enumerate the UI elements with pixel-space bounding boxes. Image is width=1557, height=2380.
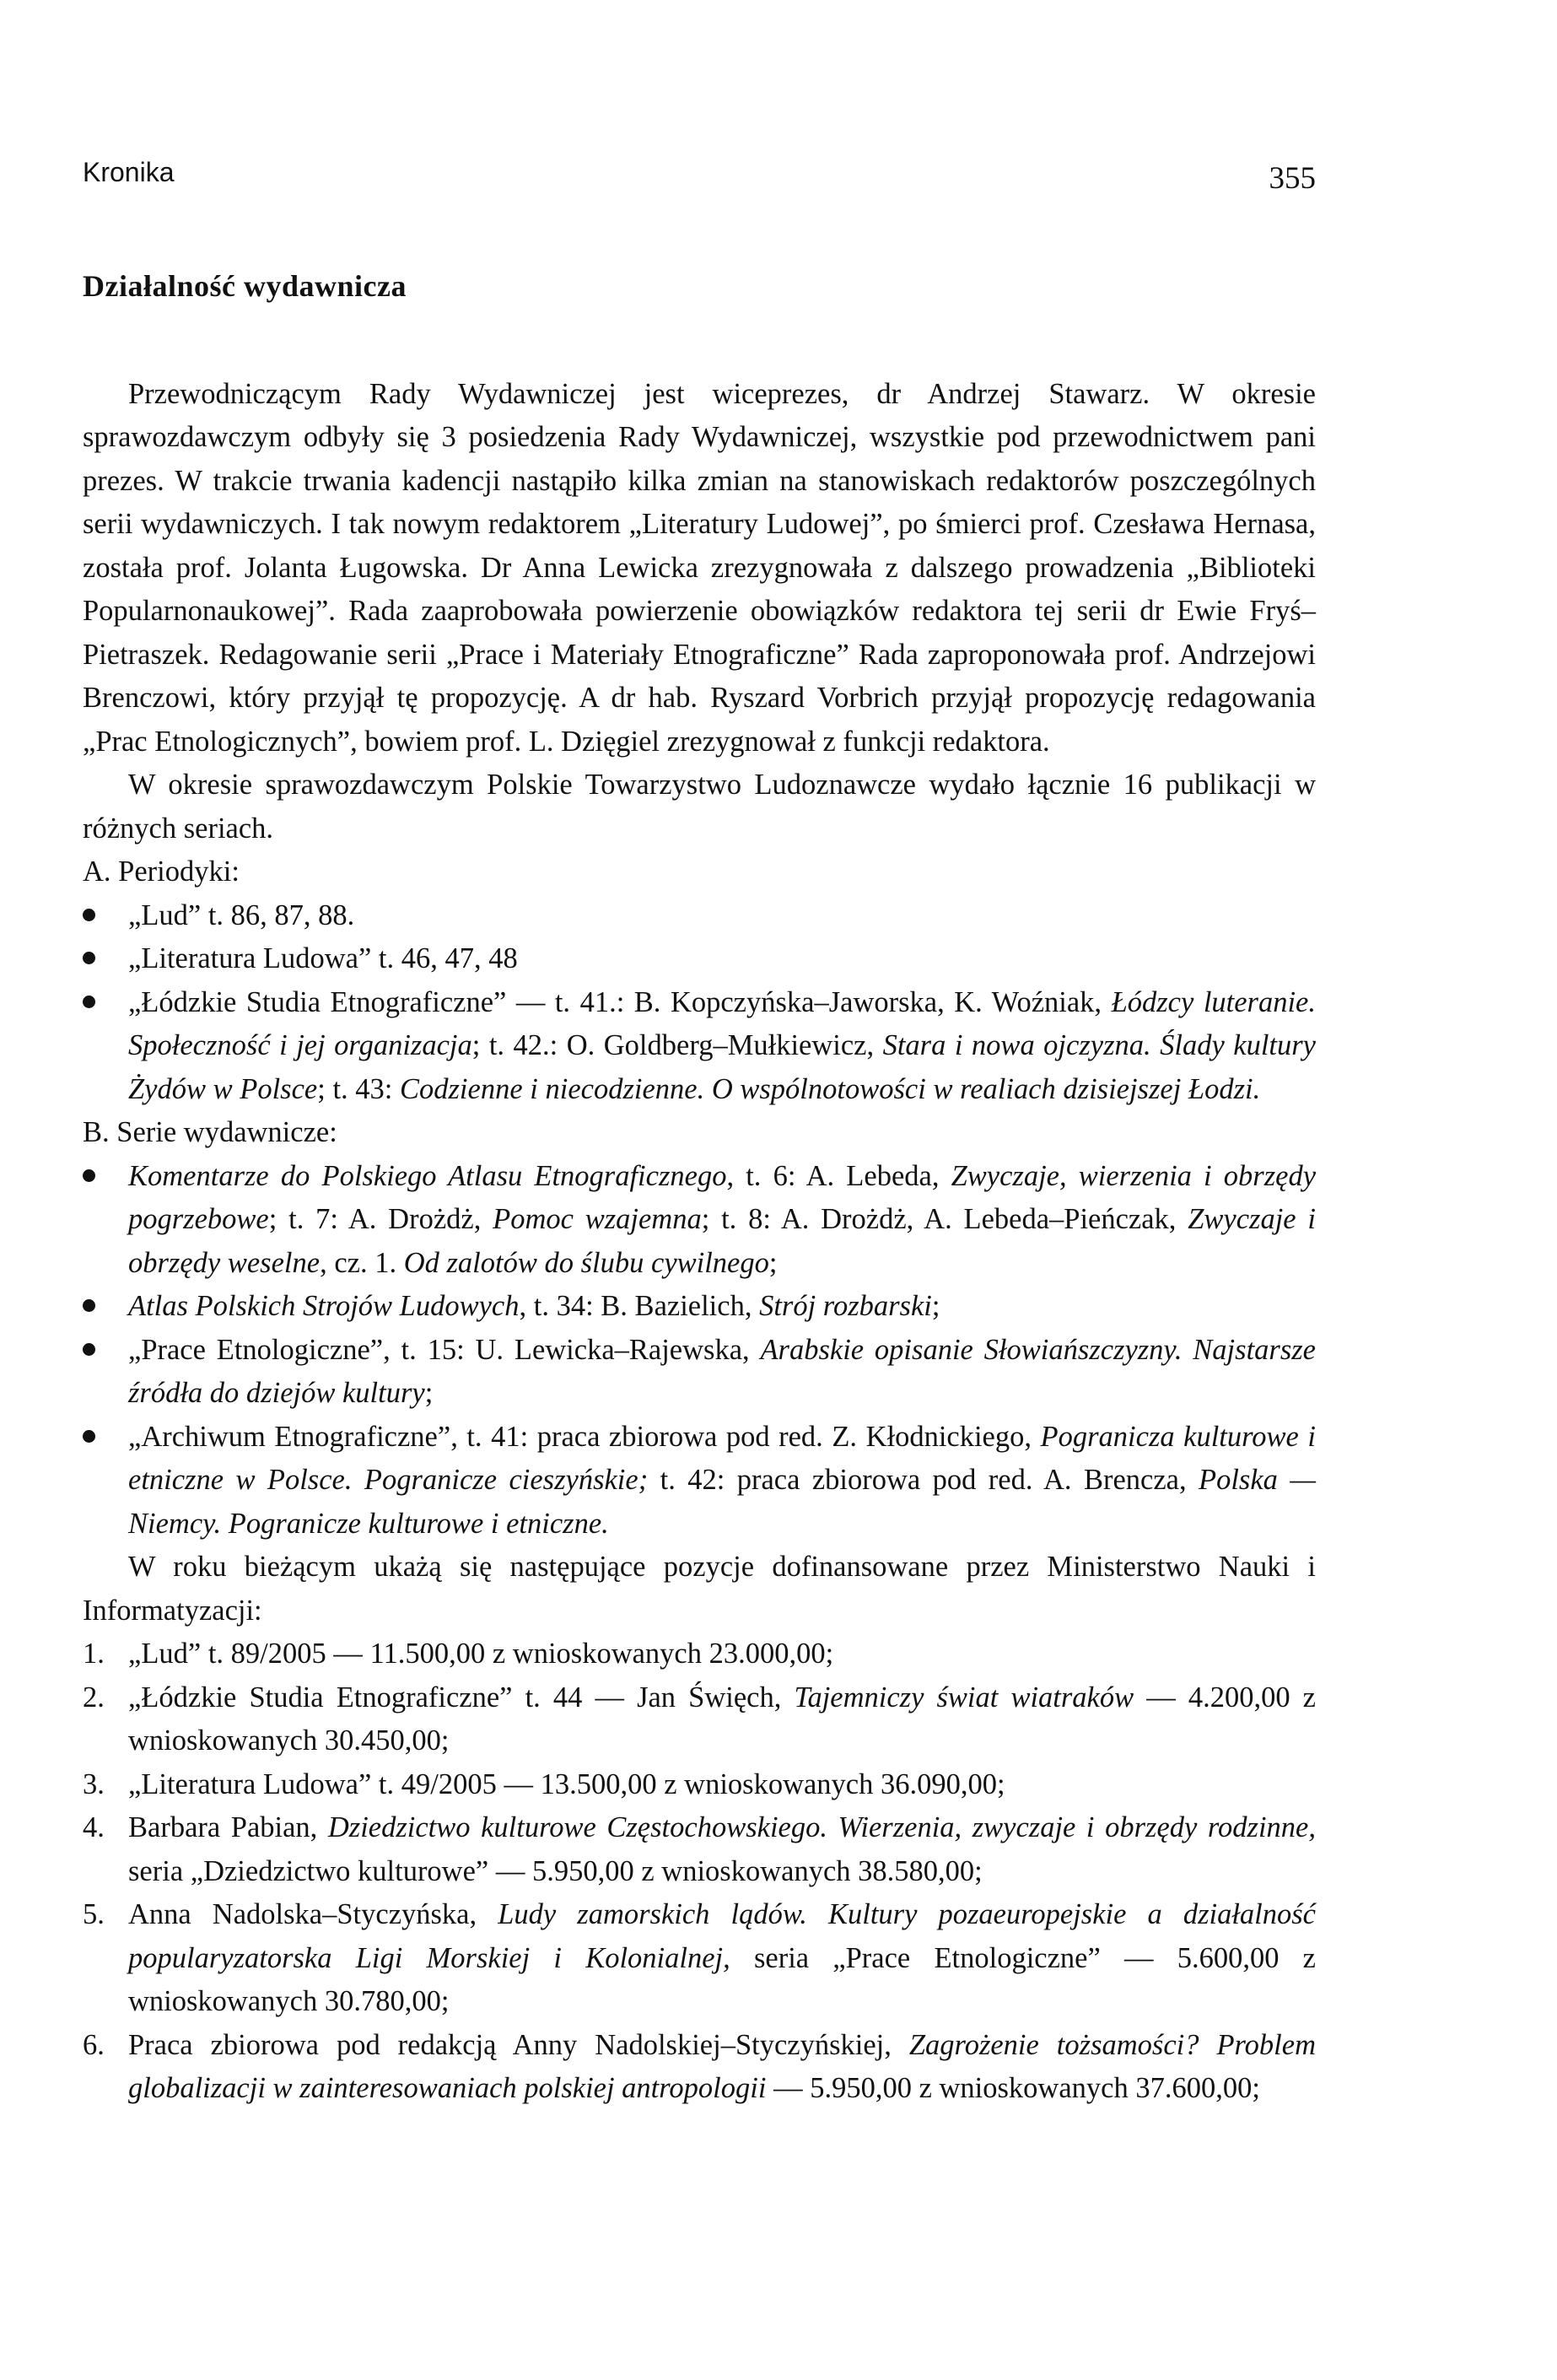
bullet-icon	[83, 1343, 95, 1356]
item-text: „Lud” t. 89/2005 — 11.500,00 z wnioskowanych 23.000,00;	[128, 1638, 834, 1670]
list-item	[83, 1285, 1316, 1329]
text-run: , t. 6: A. Lebeda,	[726, 1159, 951, 1192]
text-run: seria „Dziedzictwo kulturowe” — 5.950,00 z wnioskowanych 38.580,00;	[128, 1854, 983, 1887]
bullet-icon	[83, 952, 95, 964]
text-run: „Prace Etnologiczne”, t. 15: U. Lewicka–Rajewska,	[128, 1333, 761, 1366]
item-text: „Literatura Ludowa” t. 49/2005 — 13.500,00 z wnioskowanych 36.090,00;	[128, 1767, 1005, 1800]
title-italic: Tajemniczy świat wiatraków	[794, 1681, 1134, 1713]
list-item	[83, 894, 1316, 938]
title-italic: Pogranicza kulturowe i etniczne w Polsce. Pogranicze cieszyńskie;	[128, 1420, 1316, 1496]
bullet-icon	[83, 909, 95, 921]
item-text	[128, 1421, 1316, 1540]
item-text	[128, 2029, 1316, 2105]
page-number: 355	[1269, 161, 1316, 196]
list-item	[83, 1806, 1316, 1893]
item-text	[128, 1290, 940, 1322]
text-run: ; t. 43:	[317, 1072, 400, 1105]
running-head: Kronika	[83, 157, 175, 187]
text-run: Anna Nadolska–Styczyńska,	[128, 1898, 498, 1930]
text-run: „Łódzkie Studia Etnograficzne” t. 44 — Jan Święch,	[128, 1681, 795, 1713]
page-body	[83, 265, 1316, 2111]
list-item	[83, 1155, 1316, 1286]
item-text	[128, 1898, 1316, 2017]
item-number: 1.	[83, 1638, 105, 1670]
item-text: „Literatura Ludowa” t. 46, 47, 48	[128, 942, 518, 974]
paragraph: Przewodniczącym Rady Wydawniczej jest wiceprezes, dr Andrzej Stawarz. W okresie sprawozdawczym odbyły się 3 posiedzenia Rady Wydawniczej, wszystkie pod przewodnictwem pani prezes. W trakcie trwania kadencji nastąpiło kilka zmian na stanowiskach redaktorów poszczególnych serii wydawniczych. I tak nowym redaktorem „Literatury Ludowej”, po śmierci prof. Czesława Hernasa, została prof. Jolanta Ługowska. Dr Anna Lewicka zrezygnowała z dalszego prowadzenia „Biblioteki Popularnonaukowej”. Rada zaaprobowała powierzenie obowiązków redaktora tej serii dr Ewie Fryś–Pietraszek. Redagowanie serii „Prace i Materiały Etnograficzne” Rada zaproponowała prof. Andrzejowi Brenczowi, który przyjął tę propozycję. A dr hab. Ryszard Vorbrich przyjął propozycję redagowania „Prac Etnologicznych”, bowiem prof. L. Dzięgiel zrezygnował z funkcji redaktora.	[83, 377, 1316, 758]
item-number: 4.	[83, 1811, 105, 1843]
list-item	[83, 1893, 1316, 2024]
title-italic: Pomoc wzajemna	[493, 1203, 702, 1235]
periodicals-heading: A. Periodyki:	[83, 855, 240, 888]
item-number: 3.	[83, 1767, 105, 1800]
title-italic: Strój rozbarski	[759, 1290, 932, 1322]
list-item	[83, 937, 1316, 981]
title-italic: Codzienne i niecodzienne. O wspólnotowości w realiach dzisiejszej Łodzi.	[400, 1072, 1261, 1105]
title-italic: Dziedzictwo kulturowe Częstochowskiego. Wierzenia, zwyczaje i obrzędy rodzinne,	[327, 1811, 1316, 1843]
text-run: t. 42: praca zbiorowa pod red. A. Brencza,	[648, 1464, 1199, 1496]
item-number: 5.	[83, 1898, 105, 1930]
title-italic: Od zalotów do ślubu cywilnego	[403, 1246, 769, 1279]
bullet-icon	[83, 1430, 95, 1443]
text-run: Praca zbiorowa pod redakcją Anny Nadolskiej–Styczyńskiej,	[128, 2028, 909, 2061]
bullet-icon	[83, 996, 95, 1008]
title-italic: Zwyczaje, wierzenia i obrzędy pogrzebowe	[128, 1159, 1317, 1235]
paragraph: W okresie sprawozdawczym Polskie Towarzystwo Ludoznawcze wydało łącznie 16 publikacji w różnych seriach.	[83, 769, 1316, 845]
item-text	[128, 986, 1316, 1105]
funding-list	[83, 1633, 1316, 2111]
list-item	[83, 981, 1316, 1112]
text-run: ;	[424, 1377, 434, 1409]
item-number: 6.	[83, 2028, 105, 2061]
page-header	[83, 157, 1316, 199]
item-text	[128, 1681, 1316, 1757]
item-text	[128, 1334, 1316, 1410]
text-run: ; t. 42.: O. Goldberg–Mułkiewicz,	[471, 1029, 883, 1061]
title-italic: Łódzcy luteranie. Społeczność i jej organizacja	[128, 985, 1316, 1061]
title-italic: Atlas Polskich Strojów Ludowych	[128, 1290, 520, 1322]
text-run: , cz. 1.	[320, 1246, 404, 1279]
item-text: „Lud” t. 86, 87, 88.	[128, 899, 355, 931]
title-italic: Zwyczaje i obrzędy weselne	[128, 1203, 1316, 1279]
list-item	[83, 1416, 1316, 1546]
text-run: , t. 34: B. Bazielich,	[519, 1290, 760, 1322]
series-list	[83, 1155, 1316, 1546]
bullet-icon	[83, 1299, 95, 1312]
text-run: seria „Prace Etnologiczne” — 5.600,00 z wnioskowanych 30.780,00;	[128, 1941, 1316, 2017]
title-italic: Zagrożenie tożsamości? Problem globalizacji w zainteresowaniach polskiej antropologii	[128, 2028, 1316, 2104]
text-run: ; t. 7: A. Drożdż,	[268, 1203, 493, 1235]
item-text	[128, 1160, 1316, 1279]
list-item	[83, 1329, 1316, 1416]
list-item	[83, 1633, 1316, 1676]
text-run: — 5.950,00 z wnioskowanych 37.600,00;	[766, 2072, 1260, 2104]
section-title: Działalność wydawnicza	[83, 269, 407, 303]
paragraph: W roku bieżącym ukażą się następujące pozycje dofinansowane przez Ministerstwo Nauki i Informatyzacji:	[83, 1551, 1316, 1627]
text-run: „Łódzkie Studia Etnograficzne” — t. 41.: B. Kopczyńska–Jaworska, K. Woźniak,	[128, 985, 1112, 1018]
text-run: ; t. 8: A. Drożdż, A. Lebeda–Pieńczak,	[701, 1203, 1188, 1235]
text-run: „Archiwum Etnograficzne”, t. 41: praca zbiorowa pod red. Z. Kłodnickiego,	[128, 1420, 1041, 1453]
list-item	[83, 1763, 1316, 1807]
text-run: — 4.200,00 z wnioskowanych 30.450,00;	[128, 1681, 1316, 1757]
text-run: ;	[931, 1290, 940, 1322]
item-text	[128, 1811, 1316, 1887]
series-heading: B. Serie wydawnicze:	[83, 1116, 337, 1148]
periodicals-list	[83, 894, 1316, 1112]
list-item	[83, 1676, 1316, 1763]
title-italic: Ludy zamorskich lądów. Kultury pozaeuropejskie a działalność popularyzatorska Ligi Morskiej i Kolonialnej,	[128, 1898, 1316, 1974]
title-italic: Stara i nowa ojczyzna. Ślady kultury Żydów w Polsce	[128, 1029, 1316, 1105]
text-run: ;	[768, 1246, 778, 1279]
title-italic: Polska — Niemcy. Pogranicze kulturowe i etniczne.	[128, 1464, 1316, 1540]
list-item	[83, 2024, 1316, 2111]
title-italic: Arabskie opisanie Słowiańszczyzny. Najstarsze źródła do dziejów kultury	[128, 1333, 1316, 1409]
bullet-icon	[83, 1169, 95, 1182]
title-italic: Komentarze do Polskiego Atlasu Etnograficznego	[128, 1159, 727, 1192]
item-number: 2.	[83, 1681, 105, 1713]
text-run: Barbara Pabian,	[128, 1811, 328, 1843]
